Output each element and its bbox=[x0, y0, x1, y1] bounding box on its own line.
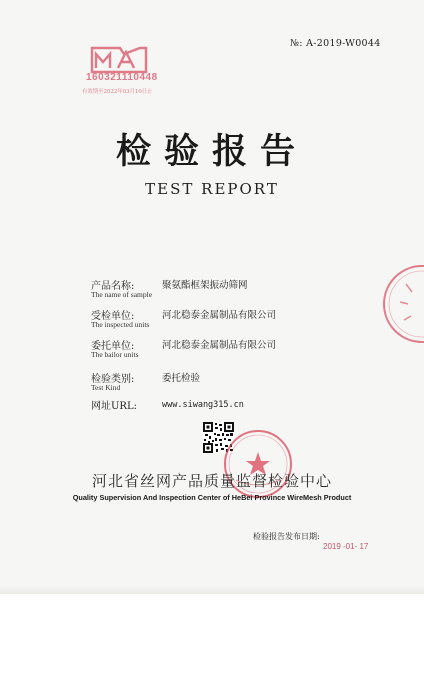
cma-logo-text bbox=[80, 44, 81, 45]
field-value: 聚氨酯框架振动筛网 bbox=[162, 280, 248, 291]
field-label-cn: 产品名称: bbox=[91, 281, 135, 292]
cma-number: 160321110448 bbox=[86, 72, 158, 83]
report-title-english: TEST REPORT bbox=[145, 180, 279, 198]
report-number: №: A-2019-W0044 bbox=[290, 38, 381, 49]
field-label-en: The bailor units bbox=[91, 350, 139, 359]
url-value[interactable]: www.siwang315.cn bbox=[162, 400, 244, 410]
field-label-cn: 受检单位: bbox=[91, 311, 135, 322]
cma-validity-note: 有效期至2022年03月10日止 bbox=[82, 89, 153, 95]
field-label-cn: 检验类别: bbox=[91, 374, 135, 385]
partial-seal-stamp bbox=[378, 262, 424, 346]
url-label: 网址URL: bbox=[91, 401, 137, 412]
issue-date-value: 2019 -01- 17 bbox=[323, 542, 369, 551]
organization-name-english: Quality Supervision And Inspection Center of HeBei Province WireMesh Product bbox=[72, 493, 352, 502]
field-label-en: The name of sample bbox=[91, 290, 153, 299]
field-label-en: The inspected units bbox=[91, 320, 150, 329]
field-value: 河北稳泰金属制品有限公司 bbox=[162, 310, 277, 321]
field-label-cn: 委托单位: bbox=[91, 341, 135, 352]
cma-mark bbox=[80, 44, 160, 100]
field-label-en: Test Kind bbox=[91, 383, 121, 392]
organization-name-chinese: 河北省丝网产品质量监督检验中心 bbox=[91, 472, 332, 490]
field-value: 委托检验 bbox=[162, 373, 201, 384]
issue-date-label: 检验报告发布日期: bbox=[253, 532, 320, 541]
page-bottom-edge bbox=[0, 586, 424, 594]
report-title-chinese: 检验报告 bbox=[115, 131, 308, 172]
field-value: 河北稳泰金属制品有限公司 bbox=[162, 340, 277, 351]
